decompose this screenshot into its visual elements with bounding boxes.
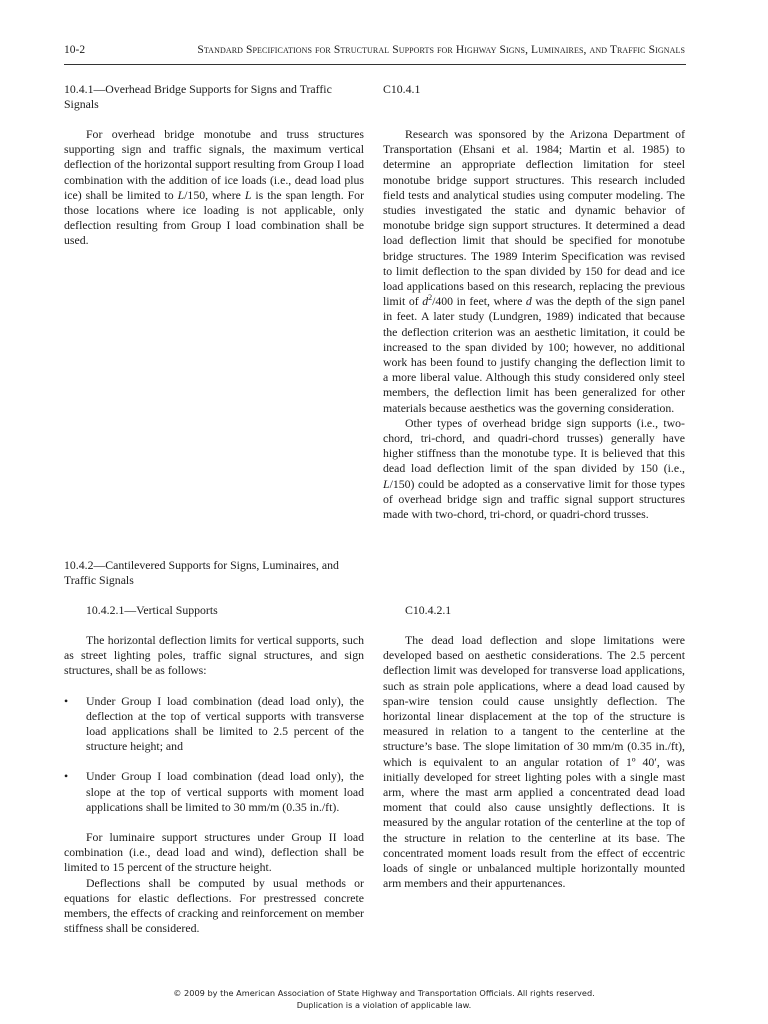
section-10-4-1-text: For overhead bridge monotube and truss structures supporting sign and traffic signals, the maximum vertical deflection of the horizontal support resulting from Group I load combination with the addition of ice loads (i.e., dead load plus ice) shall be limited to L/150, where L is the span length. For those locations where ice loading is not applicable, only deflection resulting from Group I load combination shall be used. [64,127,365,248]
commentary-c10-4-1-paragraph-2: Other types of overhead bridge sign supports (i.e., two-chord, tri-chord, and quadri-chord trusses) generally have higher stiffness than the monotube type. It is believed that this dead load deflection limit of the span divided by 150 (i.e., L/150) could be adopted as a conservative limit for those types of overhead bridge sign and traffic signal support structures made with two-chord, tri-chord, or quadri-chord trusses. [383,415,685,522]
commentary-c10-4-1-heading: C10.4.1 [383,82,421,96]
section-10-4-2-1-intro: The horizontal deflection limits for vertical supports, such as street lighting poles, traffic signal structures, and sign structures, shall be as follows: [64,633,364,678]
section-10-4-2-heading: 10.4.2—Cantilevered Supports for Signs, Luminaires, and Traffic Signals [64,558,339,588]
bullet-item: • Under Group I load combination (dead load only), the slope at the top of vertical supports with moment load applications shall be limited to 30 mm/m (0.35 in./ft). [64,769,364,814]
bullet-item: • Under Group I load combination (dead load only), the deflection at the top of vertical supports with transverse load applications shall be limited to 2.5 percent of the structure height; and [64,693,364,754]
commentary-c10-4-1-paragraph-1: Research was sponsored by the Arizona Department of Transportation (Ehsani et al. 1984; Martin et al. 1985) to determine an appropriate deflection limitation for steel monotube bridge support structures. This research included field tests and analytical studies using computer modeling. The studies investigated the static and dynamic behavior of monotube bridge sign support structures. It determined a dead load deflection limit that should be specified for monotube bridge structures. The 1989 Interim Specification was revised to limit deflection to the span divided by 150 for dead and ice load applications based on this research, replacing the previous limit of $d^2/400$ in feet, where d was the depth of the sign panel in feet. A later study (Lundgren, 1989) indicated that because the deflection criterion was an aesthetic limitation, it could be increased to the span divided by 100; however, no additional work has been found to justify changing the deflection limit to a more liberal value. Although this study considered only steel members, the deflection limit has been generalized for other materials because aesthetics was the governing consideration. [383,127,685,415]
section-10-4-2-1-luminaire-paragraph: For luminaire support structures under Group II load combination (i.e., dead load and wind), deflection shall be limited to 15 percent of the structure height. [64,830,364,875]
copyright-notice: © 2009 by the American Association of State Highway and Transportation Officials. All rights reserved. [173,988,595,998]
commentary-c10-4-2-1-heading: C10.4.2.1 [405,603,452,617]
section-10-4-1-heading: 10.4.1—Overhead Bridge Supports for Signs and Traffic Signals [64,82,332,112]
section-10-4-2-1-computation-paragraph: Deflections shall be computed by usual methods or equations for elastic deflections. For prestressed concrete members, the effects of cracking and reinforcement on member stiffness shall be considered. [64,875,364,936]
running-title: Standard Specifications for Structural Supports for Highway Signs, Luminaires, and Traffic Signals [197,44,685,56]
duplication-notice: Duplication is a violation of applicable law. [296,1000,472,1010]
section-10-4-2-1-body [64,633,364,936]
bullet-marker: • [64,769,69,784]
running-header [64,44,685,62]
bullet-marker: • [64,693,69,708]
header-rule [64,64,686,65]
page-number: 10-2 [64,44,86,56]
commentary-c10-4-1-text [383,127,685,522]
commentary-c10-4-2-1-text: The dead load deflection and slope limitations were developed based on aesthetic considerations. The 2.5 percent deflection limit was developed for transverse load applications, such as strain pole applications, where a dead load caused by span-wire tension could cause unsightly deflection. The horizontal linear displacement at the top of the structure is measured in relation to a tangent to the centerline at the structure’s base. The slope limitation of 30 mm/m (0.35 in./ft), which is equivalent to an angular rotation of 1º 40′, was initially developed for street lighting poles with a single mast arm, where the mast arm applied a concentrated dead load moment that could also cause unsightly deflections. It is measured by the angular rotation of the centerline at the top of the structure in relation to the centerline at its base. The concentrated moment loads result from the effect of eccentric loads of single or unbalanced multiple horizontally mounted arm members and their appurtenances. [383,633,685,891]
section-10-4-2-1-heading: 10.4.2.1—Vertical Supports [86,603,218,617]
